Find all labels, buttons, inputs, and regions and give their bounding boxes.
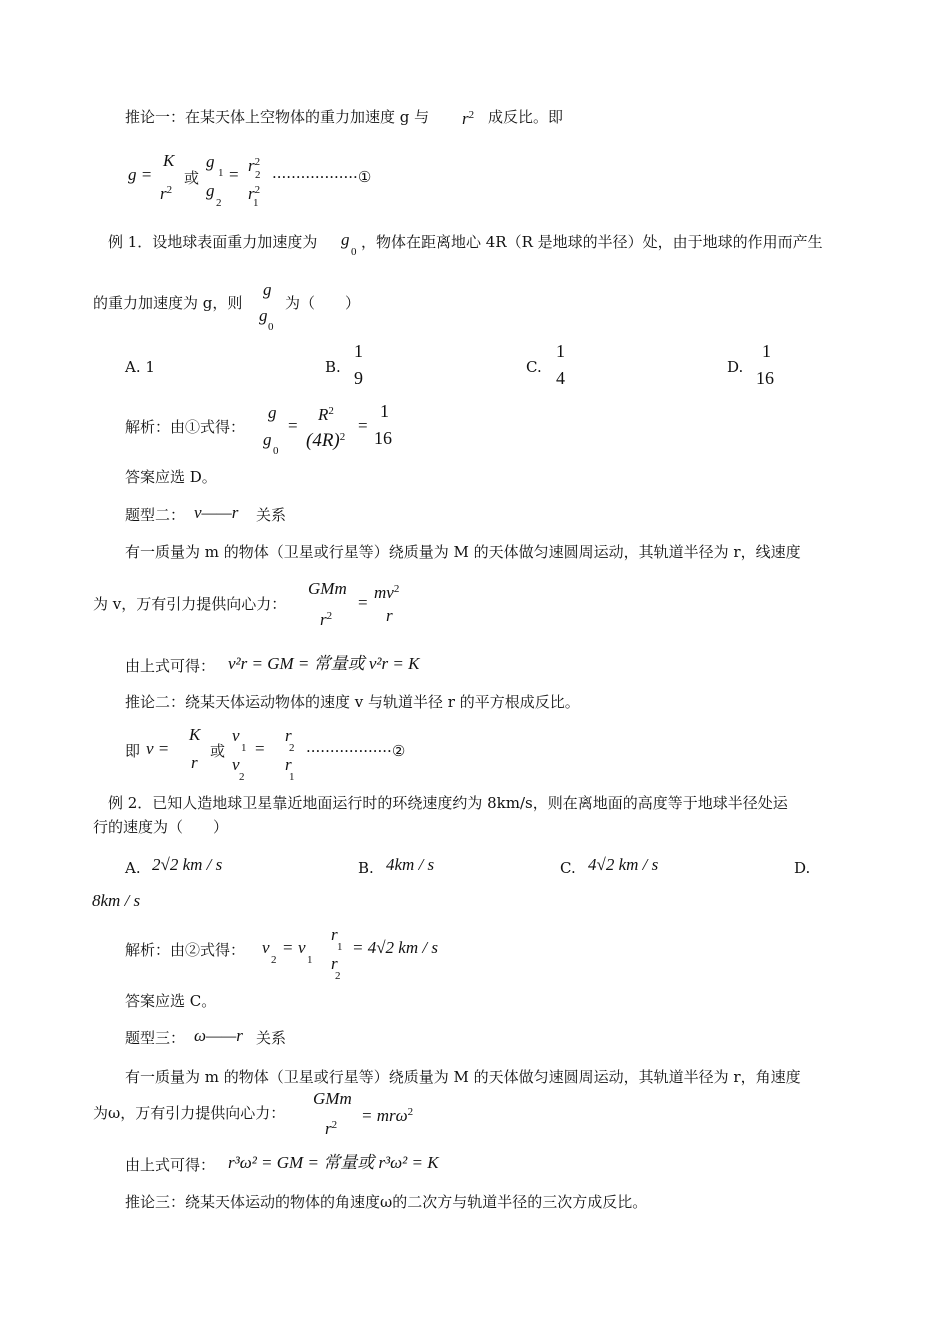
- type2-result-b: v²r = GM = 常量或 v²r = K: [228, 654, 420, 673]
- example1-option-c-label: C.: [526, 358, 542, 376]
- type3-title-a: 题型三：: [125, 1029, 186, 1047]
- example1-g0: g: [341, 230, 350, 249]
- example1-line2-b: 为（ ）: [285, 294, 361, 312]
- type2-d2-a: 即: [125, 742, 141, 760]
- type2-result-a: 由上式可得：: [125, 657, 216, 675]
- example2-option-d-value: 8km / s: [92, 891, 141, 910]
- example1-answer: 答案应选 D。: [125, 468, 217, 486]
- type2-title-c: 关系: [256, 506, 287, 524]
- example1-option-a: A. 1: [125, 358, 155, 376]
- example1-option-b-label: B.: [325, 358, 341, 376]
- type2-title-b: v——r: [194, 503, 239, 522]
- deduction1-text-b: 成反比。即: [488, 108, 564, 126]
- example2-line2: 行的速度为（ ）: [93, 818, 229, 836]
- type3-paragraph-1: 有一质量为 m 的物体（卫星或行星等）绕质量为 M 的天体做匀速圆周运动，其轨道半径为 r，角速度: [125, 1068, 801, 1086]
- type3-result-b: r³ω² = GM = 常量或 r³ω² = K: [228, 1153, 439, 1172]
- example2-analysis-label: 解析：由②式得：: [125, 941, 246, 959]
- example1-analysis-label: 解析：由①式得：: [125, 418, 246, 436]
- example2-option-c-value: 4√2 km / s: [588, 855, 659, 874]
- type2-paragraph-1: 有一质量为 m 的物体（卫星或行星等）绕质量为 M 的天体做匀速圆周运动，其轨道半径为 r，线速度: [125, 543, 801, 561]
- example2-option-c-label: C.: [560, 859, 576, 877]
- example1-line1-a: 例 1．设地球表面重力加速度为: [108, 233, 318, 251]
- type3-deduction3: 推论三：绕某天体运动的物体的角速度ω的二次方与轨道半径的三次方成反比。: [125, 1193, 648, 1211]
- example2-option-d-label: D.: [794, 859, 811, 877]
- example2-option-a-value: 2√2 km / s: [152, 855, 223, 874]
- type2-title-a: 题型二：: [125, 506, 186, 524]
- example1-line2-a: 的重力加速度为 g，则: [93, 294, 243, 312]
- example1-option-d-label: D.: [727, 358, 744, 376]
- example2-line1: 例 2．已知人造地球卫星靠近地面运行时的环绕速度约为 8km/s，则在离地面的高度等于地球半径处运: [108, 794, 788, 812]
- deduction1-text-a: 推论一：在某天体上空物体的重力加速度 g 与: [125, 108, 430, 126]
- deduction1-r-squared: $r^2$: [462, 109, 475, 128]
- type2-deduction2: 推论二：绕某天体运动物体的速度 v 与轨道半径 r 的平方根成反比。: [125, 693, 580, 711]
- example2-option-b-label: B.: [358, 859, 374, 877]
- example2-option-b-value: 4km / s: [386, 855, 435, 874]
- type3-result-a: 由上式可得：: [125, 1156, 216, 1174]
- type3-title-c: 关系: [256, 1029, 287, 1047]
- type2-paragraph-2-a: 为 v，万有引力提供向心力：: [93, 595, 287, 613]
- type3-paragraph-2-a: 为ω，万有引力提供向心力：: [93, 1104, 286, 1122]
- example1-line1-b: ，物体在距离地心 4R（R 是地球的半径）处，由于地球的作用而产生: [361, 233, 823, 251]
- type3-title-b: ω——r: [194, 1026, 243, 1045]
- example2-option-a-label: A.: [125, 859, 141, 877]
- example2-answer: 答案应选 C。: [125, 992, 217, 1010]
